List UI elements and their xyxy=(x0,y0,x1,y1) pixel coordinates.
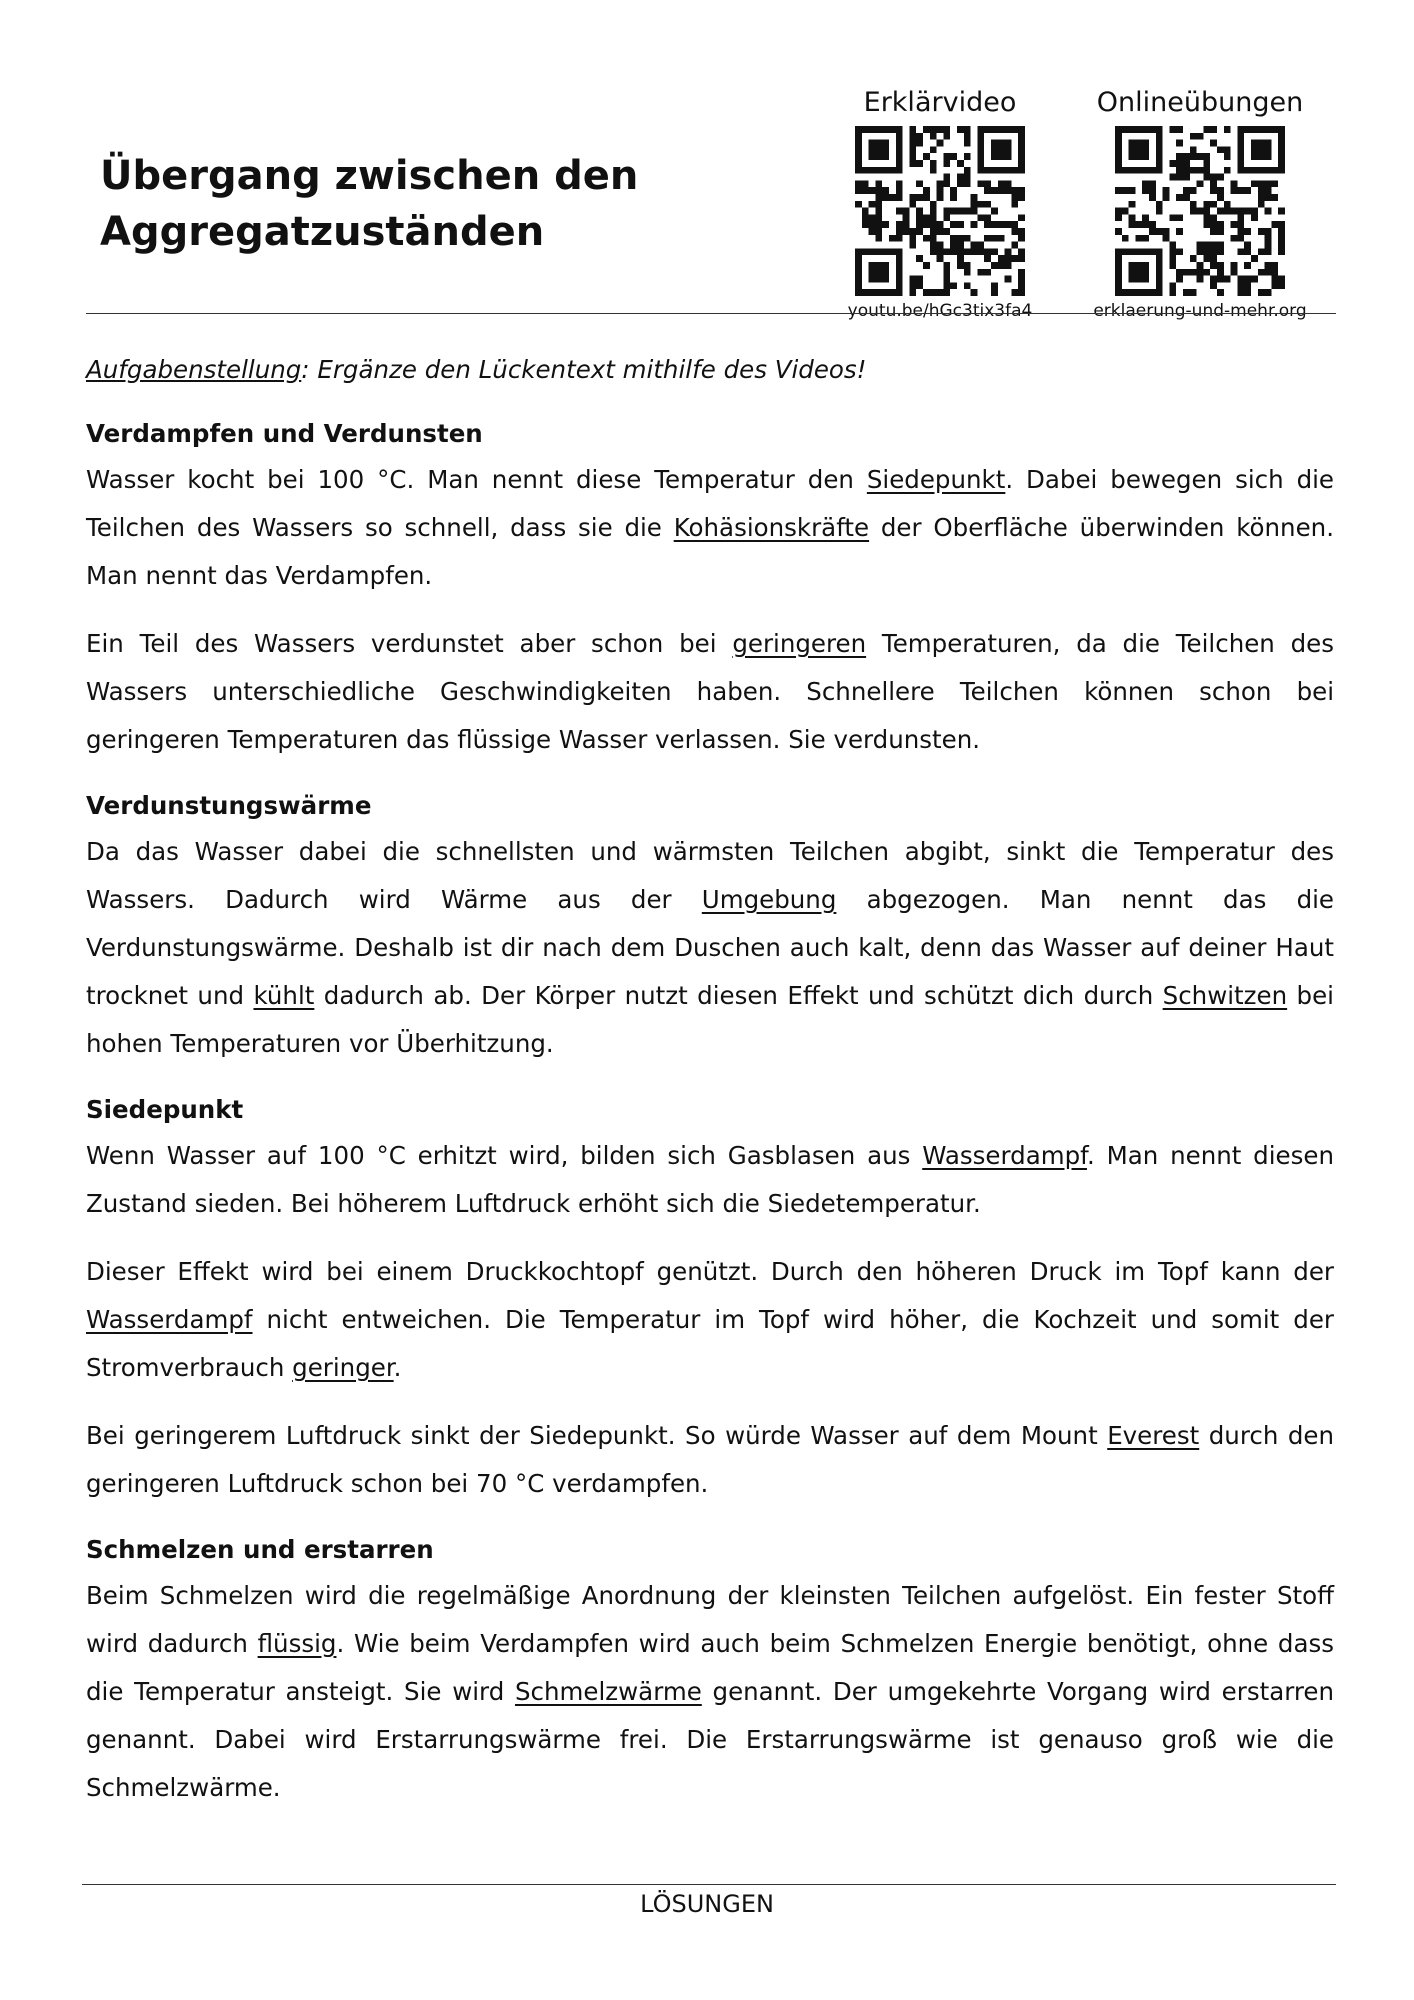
blank-answer: Wasserdampf xyxy=(86,1305,253,1334)
blank-answer: Kohäsionskräfte xyxy=(673,513,870,542)
qr-code-online-icon xyxy=(1115,126,1285,296)
section-heading-siedepunkt: Siedepunkt xyxy=(86,1095,244,1124)
blank-answer: Umgebung xyxy=(701,885,837,914)
blank-answer: geringeren xyxy=(732,629,867,658)
qr-video-block xyxy=(810,86,1070,322)
page-title: Übergang zwischen den Aggregatzuständen xyxy=(100,153,639,255)
paragraph-verdampfen-2: Ein Teil des Wassers verdunstet aber schon bei geringeren Temperaturen, da die Teilchen des Wassers unterschiedliche Geschwindigkeiten haben. Schnellere Teilchen können schon bei geringeren Temperaturen das flüssige Wasser verlassen. Sie verdunsten. xyxy=(86,629,1334,754)
paragraph-verdampfen-1: Wasser kocht bei 100 °C. Man nennt diese Temperatur den Siedepunkt. Dabei bewegen sich die Teilchen des Wassers so schnell, dass sie die Kohäsionskräfte der Oberfläche überwinden können. Man nennt das Verdampfen. xyxy=(86,465,1335,590)
section-heading-verdampfen: Verdampfen und Verdunsten xyxy=(86,419,483,448)
blank-answer: Wasserdampf xyxy=(922,1141,1087,1170)
qr-video-url[interactable]: youtu.be/hGc3tix3fa4 xyxy=(847,301,1033,321)
worksheet-content xyxy=(86,346,1334,1832)
qr-online-block xyxy=(1070,86,1330,322)
section-heading-schmelzen: Schmelzen und erstarren xyxy=(86,1535,434,1564)
paragraph-siedepunkt-2: Dieser Effekt wird bei einem Druckkochtopf genützt. Durch den höheren Druck im Topf kann der Wasserdampf nicht entweichen. Die Temperatur im Topf wird höher, die Kochzeit und somit der Stromverbrauch geringer. xyxy=(86,1257,1334,1382)
paragraph-siedepunkt-3: Bei geringerem Luftdruck sinkt der Siedepunkt. So würde Wasser auf dem Mount Everest durch den geringeren Luftdruck schon bei 70 °C verdampfen. xyxy=(86,1421,1335,1498)
header-divider xyxy=(86,313,1336,314)
blank-answer: flüssig xyxy=(257,1629,337,1658)
blank-answer: kühlt xyxy=(253,981,315,1010)
paragraph-siedepunkt-1: Wenn Wasser auf 100 °C erhitzt wird, bilden sich Gasblasen aus Wasserdampf. Man nennt diesen Zustand sieden. Bei höherem Luftdruck erhöht sich die Siedetemperatur. xyxy=(86,1141,1334,1218)
paragraph-verdunstungswaerme-1: Da das Wasser dabei die schnellsten und wärmsten Teilchen abgibt, sinkt die Temperatur des Wassers. Dadurch wird Wärme aus der Umgebung abgezogen. Man nennt das die Verdunstungswärme. Deshalb ist dir nach dem Duschen auch kalt, denn das Wasser auf deiner Haut trocknet und kühlt dadurch ab. Der Körper nutzt diesen Effekt und schützt dich durch Schwitzen bei hohen Temperaturen vor Überhitzung. xyxy=(86,837,1334,1058)
qr-video-label: Erklärvideo xyxy=(863,87,1017,118)
blank-answer: Schwitzen xyxy=(1162,981,1288,1010)
qr-code-video-icon xyxy=(855,126,1025,296)
qr-online-url[interactable]: erklaerung-und-mehr.org xyxy=(1093,301,1307,321)
task-instruction xyxy=(86,346,1334,394)
paragraph-schmelzen-1: Beim Schmelzen wird die regelmäßige Anordnung der kleinsten Teilchen aufgelöst. Ein fester Stoff wird dadurch flüssig. Wie beim Verdampfen wird auch beim Schmelzen Energie benötigt, ohne dass die Temperatur ansteigt. Sie wird Schmelzwärme genannt. Der umgekehrte Vorgang wird erstarren genannt. Dabei wird Erstarrungswärme frei. Die Erstarrungswärme ist genauso groß wie die Schmelzwärme. xyxy=(86,1581,1335,1802)
blank-answer: geringer xyxy=(292,1353,394,1382)
footer-label: LÖSUNGEN xyxy=(640,1890,774,1918)
blank-answer: Everest xyxy=(1107,1421,1200,1450)
task-label: Aufgabenstellung xyxy=(86,355,302,384)
qr-online-label: Onlineübungen xyxy=(1096,87,1304,118)
blank-answer: Schmelzwärme xyxy=(514,1677,702,1706)
footer-divider xyxy=(82,1884,1336,1885)
blank-answer: Siedepunkt xyxy=(866,465,1006,494)
section-heading-verdunstungswaerme: Verdunstungswärme xyxy=(86,791,372,820)
task-text: : Ergänze den Lückentext mithilfe des Videos! xyxy=(301,355,867,384)
